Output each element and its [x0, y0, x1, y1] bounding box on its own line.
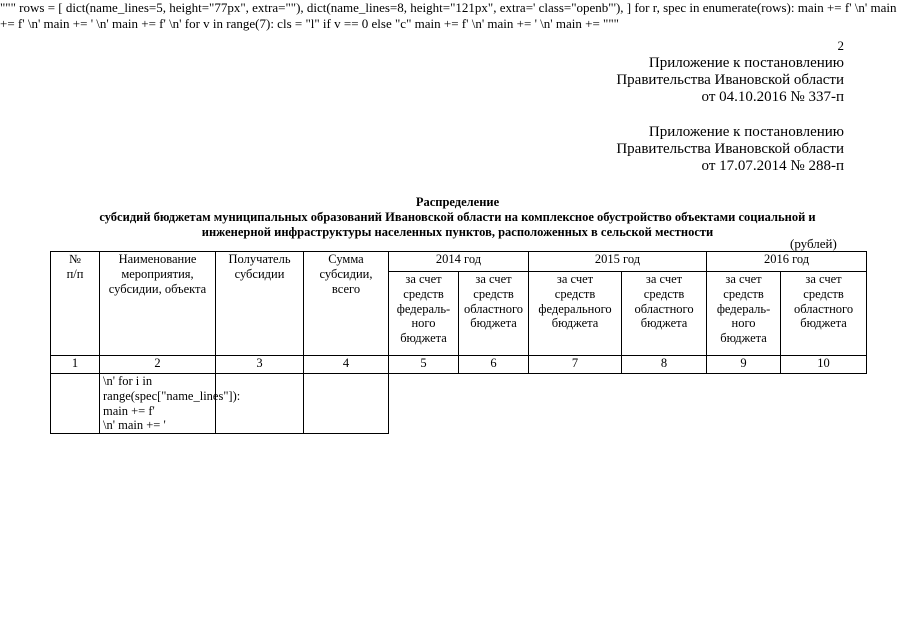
- header-total-cell: [304, 252, 389, 356]
- header-text: мероприятия,: [121, 266, 194, 281]
- header-line: Приложение к постановлению: [648, 55, 844, 71]
- column-number: 2: [100, 356, 216, 374]
- header-2016-regional: [781, 272, 867, 356]
- header-text: бюджета: [551, 316, 599, 331]
- column-number: 1: [51, 356, 100, 374]
- header-text: за счет: [405, 272, 442, 286]
- header-name-cell: [100, 252, 216, 356]
- header-text: за счет: [725, 272, 762, 286]
- header-text: бюджета: [470, 316, 517, 331]
- column-number: 9: [707, 356, 781, 374]
- header-recipient-cell: [216, 252, 304, 356]
- header-text: областного: [793, 301, 854, 316]
- header-2014-regional: [459, 272, 529, 356]
- header-text: бюджета: [800, 316, 847, 331]
- row-value-cell: [304, 374, 389, 434]
- column-number-row: [51, 356, 867, 374]
- header-line: Правительства Ивановской области: [616, 72, 844, 88]
- header-text: бюджета: [400, 331, 447, 346]
- column-number: 4: [304, 356, 389, 374]
- column-number: 5: [389, 356, 459, 374]
- subsidy-table: [50, 251, 867, 434]
- header-text: средств: [803, 286, 844, 301]
- header-2015-federal: [529, 272, 622, 356]
- header-text: всего: [331, 281, 361, 296]
- table-row: [51, 374, 867, 434]
- header-text: за счет: [645, 272, 683, 286]
- header-line: от 04.10.2016 № 337-п: [701, 89, 844, 105]
- header-line: Правительства Ивановской области: [616, 141, 844, 157]
- header-year-2016: 2016 год: [707, 252, 867, 272]
- header-text: за счет: [556, 272, 594, 286]
- header-text: бюджета: [720, 331, 767, 346]
- title-line: Распределение: [415, 195, 500, 209]
- header-text: областного: [634, 301, 694, 316]
- header-year-2015: 2015 год: [529, 252, 707, 272]
- header-text: федераль-: [396, 301, 451, 316]
- header-2015-regional: [622, 272, 707, 356]
- column-number: 3: [216, 356, 304, 374]
- header-text: средств: [723, 286, 764, 301]
- header-text: Сумма: [328, 252, 364, 266]
- header-text: областного: [463, 301, 524, 316]
- header-text: средств: [554, 286, 596, 301]
- column-number: 6: [459, 356, 529, 374]
- table-header-row: [51, 252, 867, 272]
- page-number: 2: [837, 38, 844, 53]
- row-name-cell: \n' for i in range(spec["name_lines"]): main += f' \n' main += ': [100, 374, 216, 434]
- header-previous-resolution: [616, 124, 844, 175]
- column-number: 7: [529, 356, 622, 374]
- header-2014-federal: [389, 272, 459, 356]
- header-text: субсидии, объекта: [108, 281, 207, 296]
- header-text: за счет: [805, 272, 842, 286]
- header-text: №: [69, 252, 81, 266]
- header-text: ного: [731, 316, 756, 331]
- column-number: 8: [622, 356, 707, 374]
- header-text: средств: [643, 286, 685, 301]
- row-recipient-cell: [216, 374, 304, 434]
- header-text: Получатель: [228, 252, 291, 266]
- header-text: федераль-: [716, 301, 771, 316]
- header-text: п/п: [66, 266, 84, 281]
- title-line: субсидий бюджетам муниципальных образований Ивановской области на комплексное обустройство объектами социальной и: [99, 210, 816, 224]
- header-text: за счет: [475, 272, 512, 286]
- units-label: (рублей): [790, 236, 837, 251]
- header-text: Наименование: [118, 252, 197, 266]
- header-year-2014: 2014 год: [389, 252, 529, 272]
- header-text: субсидии: [234, 266, 285, 281]
- header-num-cell: [51, 252, 100, 356]
- header-text: субсидии,: [319, 266, 373, 281]
- header-text: средств: [473, 286, 514, 301]
- row-num-cell: [51, 374, 100, 434]
- header-2016-federal: [707, 272, 781, 356]
- column-number: 10: [781, 356, 867, 374]
- title-line: инженерной инфраструктуры населенных пунктов, расположенных в сельской местности: [201, 225, 714, 239]
- header-text: средств: [403, 286, 444, 301]
- header-line: от 17.07.2014 № 288-п: [701, 158, 844, 174]
- header-text: ного: [411, 316, 436, 331]
- header-text: федерального: [538, 301, 612, 316]
- header-current-resolution: [616, 55, 844, 106]
- document-title: [50, 195, 865, 240]
- header-text: бюджета: [640, 316, 688, 331]
- header-line: Приложение к постановлению: [648, 124, 844, 140]
